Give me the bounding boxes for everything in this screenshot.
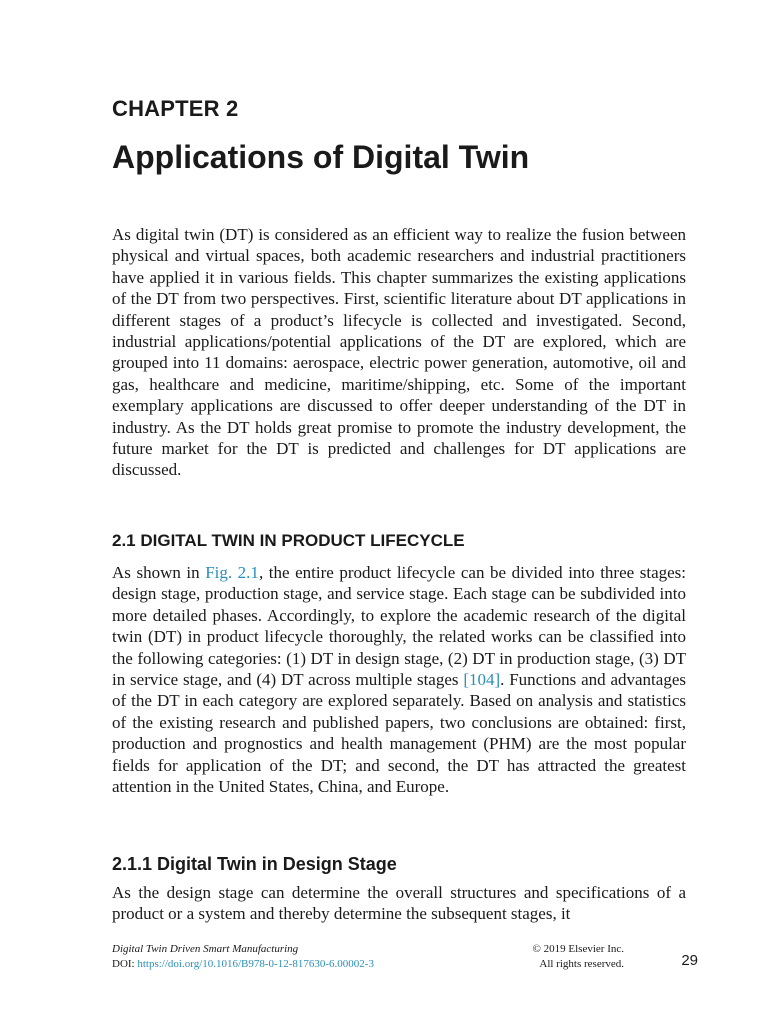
footer-book-title: Digital Twin Driven Smart Manufacturing [112,943,299,955]
footer-doi [112,957,374,972]
section-heading-2-1: 2.1 DIGITAL TWIN IN PRODUCT LIFECYCLE [112,531,465,550]
copyright-text: © 2019 Elsevier Inc. [532,943,624,955]
footer-citation [112,942,374,972]
section-2-1-paragraph [112,562,686,797]
rights-text: All rights reserved. [539,958,624,970]
figure-link[interactable]: Fig. 2.1 [205,563,259,582]
doi-label: DOI: [112,958,138,970]
paragraph-text: As shown in [112,563,206,582]
paragraph-text: . Functions and advantages of the DT in each category are explored separately. Based on analysis and statistics of the existing research and published papers, two conclusions are obtained: first, production and prognostics and health management (PHM) are the most popular fields for application of the DT; and second, the DT has attracted the greatest attention in the United States, China, and Europe. [112,670,686,797]
subsection-heading-2-1-1: 2.1.1 Digital Twin in Design Stage [112,854,397,874]
doi-link[interactable]: https://doi.org/10.1016/B978-0-12-817630-6.00002-3 [137,958,374,970]
chapter-title: Applications of Digital Twin [112,139,530,175]
footer-copyright [504,942,624,972]
paragraph-text: , the entire product lifecycle can be divided into three stages: design stage, production stage, and service stage. Each stage can be subdivided into more detailed phases. Accordingly, to explore the academic research of the digital twin (DT) in product lifecycle thoroughly, the related works can be classified into the following categories: (1) DT in design stage, (2) DT in production stage, (3) DT in service stage, and (4) DT across multiple stages [112,563,686,690]
reference-link[interactable]: [104] [463,670,501,690]
page-number: 29 [681,952,698,969]
chapter-abstract: As digital twin (DT) is considered as an efficient way to realize the fusion between physical and virtual spaces, both academic researchers and industrial practitioners have applied it in various fields. This chapter summarizes the existing applications of the DT from two perspectives. First, scientific literature about DT applications in different stages of a product’s lifecycle is collected and investigated. Second, industrial applications/potential applications of the DT are explored, which are grouped into 11 domains: aerospace, electric power generation, automotive, oil and gas, healthcare and medicine, maritime/shipping, etc. Some of the important exemplary applications are discussed to offer deeper understanding of the DT in industry. As the DT holds great promise to promote the industry development, the future market for the DT is predicted and challenges for DT applications are discussed. [112,225,686,480]
chapter-label: CHAPTER 2 [112,96,239,121]
section-2-1-1-paragraph: As the design stage can determine the overall structures and specifications of a product or a system and thereby determine the subsequent stages, it [112,883,686,924]
